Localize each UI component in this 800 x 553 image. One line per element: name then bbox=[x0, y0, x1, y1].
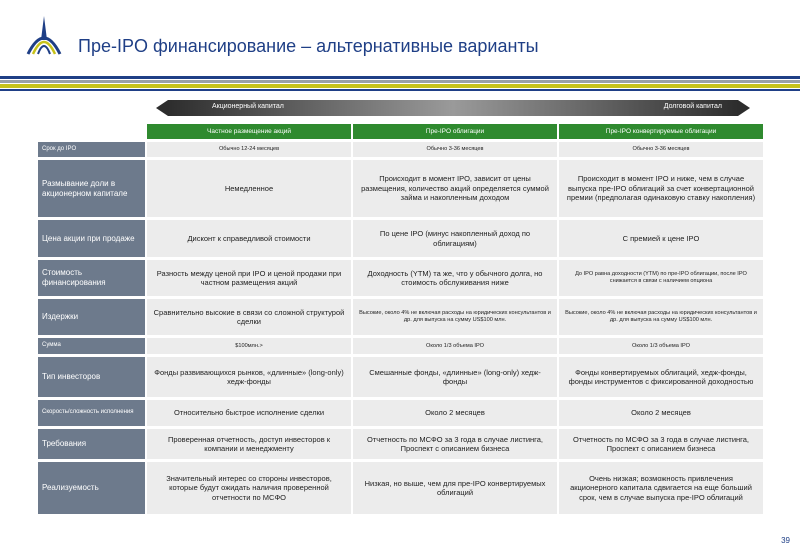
table-row bbox=[38, 462, 763, 514]
table-cell: $100млн.> bbox=[147, 338, 351, 354]
header-stripe bbox=[0, 89, 800, 91]
table-cell: Сравнительно высокие в связи со сложной структурой сделки bbox=[147, 299, 351, 335]
table-cell: Фонды конвертируемых облигаций, хедж-фонды, фонды инструментов с фиксированной доходностью bbox=[559, 357, 763, 397]
table-cell: Обычно 12-24 месяцев bbox=[147, 142, 351, 157]
table-row bbox=[38, 400, 763, 426]
table-cell: Происходит в момент IPO и ниже, чем в случае выпуска пре-IPO облигаций за счет конвертационной премии (предполагая одинаковую ставку накопления) bbox=[559, 160, 763, 217]
arrow-right-tip bbox=[738, 100, 750, 116]
table-row bbox=[38, 260, 763, 296]
table-cell: Отчетность по МСФО за 3 года в случае листинга, Проспект с описанием бизнеса bbox=[559, 429, 763, 459]
table-row bbox=[38, 338, 763, 354]
table-cell: Высокие, около 4% не включая расходы на юридических консультантов и др. для выпуска на сумму US$100 млн. bbox=[559, 299, 763, 335]
table-row bbox=[38, 357, 763, 397]
table-cell: Очень низкая; возможность привлечения акционерного капитала сдвигается на еще больший срок, чем в случае выпуска пре-IPO облигаций bbox=[559, 462, 763, 514]
table-cell: Высокие, около 4% не включая расходы на юридических консультантов и др. для выпуска на сумму US$100 млн. bbox=[353, 299, 557, 335]
capital-spectrum-arrow bbox=[156, 100, 750, 116]
table-cell: Разность между ценой при IPO и ценой продажи при частном размещения акций bbox=[147, 260, 351, 296]
page-title: Пре-IPO финансирование – альтернативные варианты bbox=[78, 36, 539, 56]
table-header bbox=[145, 124, 763, 139]
row-label: Цена акции при продаже bbox=[38, 220, 145, 257]
header-stripe bbox=[0, 80, 800, 83]
table-cell: Около 1/3 объема IPO bbox=[353, 338, 557, 354]
table-cell: Около 1/3 объема IPO bbox=[559, 338, 763, 354]
table-row bbox=[38, 299, 763, 335]
table-cell: Доходность (YTM) та же, что у обычного долга, но стоимость обслуживания ниже bbox=[353, 260, 557, 296]
arrow-left-tip bbox=[156, 100, 168, 116]
page-number: 39 bbox=[781, 536, 790, 545]
table-cell: Немедленное bbox=[147, 160, 351, 217]
table-cell: Смешанные фонды, «длинные» (long-only) хедж-фонды bbox=[353, 357, 557, 397]
row-label: Тип инвесторов bbox=[38, 357, 145, 397]
row-label: Издержки bbox=[38, 299, 145, 335]
column-header: Частное размещение акций bbox=[147, 124, 351, 139]
table-cell: Отчетность по МСФО за 3 года в случае листинга, Проспект с описанием бизнеса bbox=[353, 429, 557, 459]
comparison-table bbox=[38, 124, 763, 514]
table-cell: Обычно 3-36 месяцев bbox=[559, 142, 763, 157]
table-cell: Значительный интерес со стороны инвесторов, которые будут ожидать наличия проверенной отчетности по МСФО bbox=[147, 462, 351, 514]
table-cell: Около 2 месяцев bbox=[353, 400, 557, 426]
row-label: Размывание доли в акционерном капитале bbox=[38, 160, 145, 217]
table-cell: Проверенная отчетность, доступ инвесторов к компании и менеджменту bbox=[147, 429, 351, 459]
row-label: Сумма bbox=[38, 338, 145, 354]
table-row bbox=[38, 220, 763, 257]
row-label: Реализуемость bbox=[38, 462, 145, 514]
table-cell: Относительно быстрое исполнение сделки bbox=[147, 400, 351, 426]
table-cell: До IPO равна доходности (YTM) по пре-IPO облигации, после IPO снижается в связи с наличием опциона bbox=[559, 260, 763, 296]
row-label: Скорость/сложность исполнения bbox=[38, 400, 145, 426]
table-cell: Происходит в момент IPO, зависит от цены размещения, количество акций определяется суммой займа и накопленным доходом bbox=[353, 160, 557, 217]
table-cell: С премией к цене IPO bbox=[559, 220, 763, 257]
table-cell: Около 2 месяцев bbox=[559, 400, 763, 426]
header-stripe bbox=[0, 84, 800, 88]
company-logo bbox=[24, 14, 64, 58]
table-cell: Обычно 3-36 месяцев bbox=[353, 142, 557, 157]
table-cell: По цене IPO (минус накопленный доход по облигациям) bbox=[353, 220, 557, 257]
row-label: Стоимость финансирования bbox=[38, 260, 145, 296]
column-header: Пре-IPO конвертируемые облигации bbox=[559, 124, 763, 139]
table-row bbox=[38, 142, 763, 157]
table-row bbox=[38, 429, 763, 459]
arrow-right-label: Долговой капитал bbox=[663, 103, 722, 110]
row-label: Срок до IPO bbox=[38, 142, 145, 157]
arrow-left-label: Акционерный капитал bbox=[212, 103, 284, 110]
table-cell: Низкая, но выше, чем для пре-IPO конвертируемых облигаций bbox=[353, 462, 557, 514]
column-header: Пре-IPO облигации bbox=[353, 124, 557, 139]
table-cell: Дисконт к справедливой стоимости bbox=[147, 220, 351, 257]
table-row bbox=[38, 160, 763, 217]
header-stripe bbox=[0, 76, 800, 79]
table-cell: Фонды развивающихся рынков, «длинные» (long-only) хедж-фонды bbox=[147, 357, 351, 397]
row-label: Требования bbox=[38, 429, 145, 459]
